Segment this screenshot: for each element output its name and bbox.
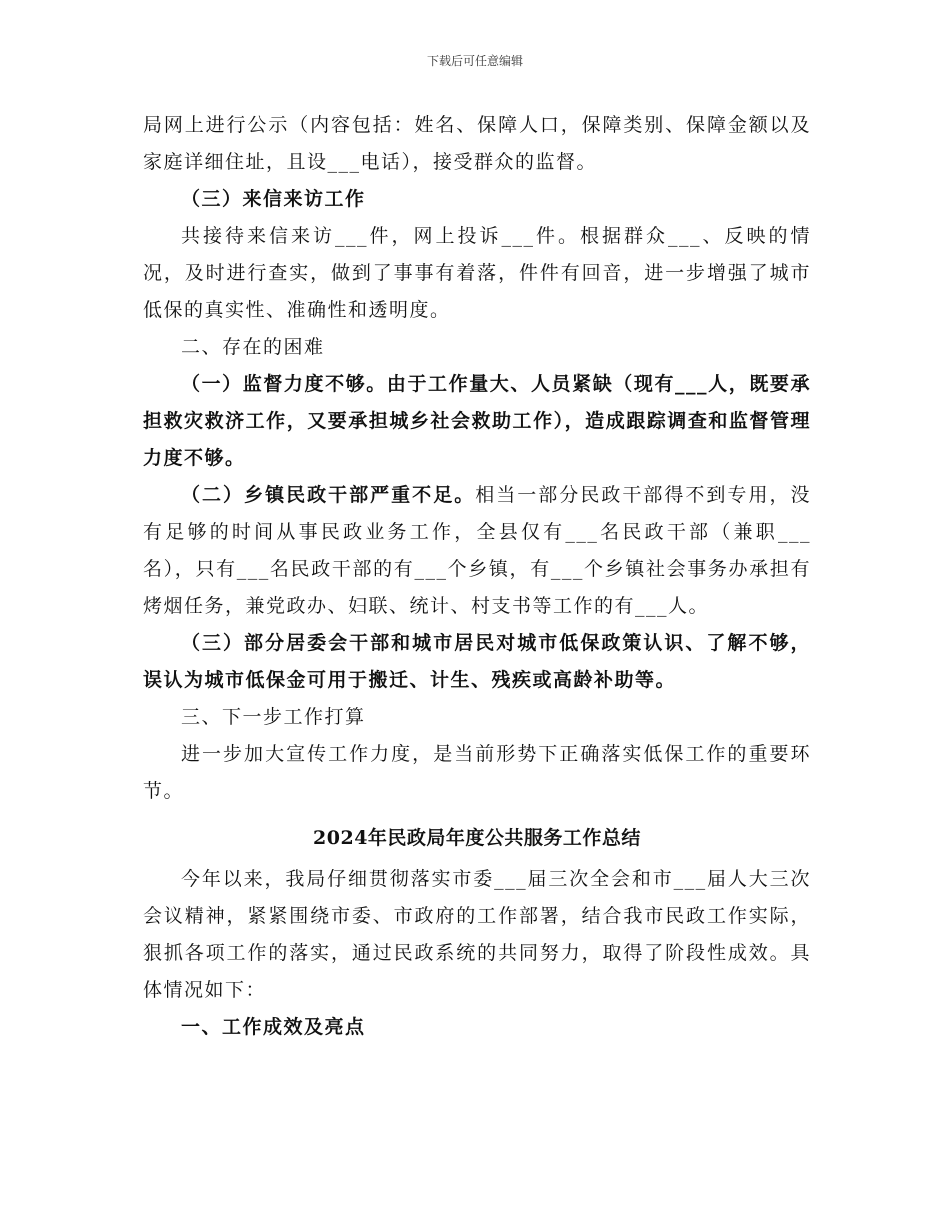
heading-difficulties: 二、存在的困难 [181,336,325,358]
paragraph-intro: 今年以来，我局仔细贯彻落实市委___届三次全会和市___届人大三次会议精神，紧紧围绕市委、市政府的工作部署，结合我市民政工作实际，狠抓各项工作的落实，通过民政系统的共同努力，取得了阶段性成效。具体情况如下： [143,868,811,1001]
township-staff-lead: （二）乡镇民政干部严重不足。 [181,484,476,506]
document-body [143,107,811,1046]
heading-achievements: 一、工作成效及亮点 [181,1016,366,1038]
township-staff-body: 相当一部分民政干部得不到专用，没有足够的时间从事民政业务工作，全县仅有___名民政干部（兼职___名），只有___名民政干部的有___个乡镇，有___个乡镇社会事务办承担有烤烟任务，兼党政办、妇联、统计、村支书等工作的有___人。 [143,484,811,617]
document-title: 2024年民政局年度公共服务工作总结 [313,827,641,849]
paragraph-township-staff [143,477,811,625]
paragraph-supervision: （一）监督力度不够。由于工作量大、人员紧缺（现有___人，既要承担救灾救济工作，又要承担城乡社会救助工作），造成跟踪调查和监督管理力度不够。 [143,373,811,469]
heading-next-steps: 三、下一步工作打算 [181,706,366,728]
heading-letters-visits: （三）来信来访工作 [181,188,366,210]
paragraph-policy-awareness: （三）部分居委会干部和城市居民对城市低保政策认识、了解不够，误认为城市低保金可用于搬迁、计生、残疾或高龄补助等。 [143,632,811,691]
paragraph-publicity: 局网上进行公示（内容包括：姓名、保障人口，保障类别、保障金额以及家庭详细住址，且设___电话），接受群众的监督。 [143,114,811,173]
paragraph-letters-visits: 共接待来信来访___件，网上投诉___件。根据群众___、反映的情况，及时进行查实，做到了事事有着落，件件有回音，进一步增强了城市低保的真实性、准确性和透明度。 [143,225,811,321]
page-header: 下载后可任意编辑 [426,54,523,68]
paragraph-next-steps: 进一步加大宣传工作力度，是当前形势下正确落实低保工作的重要环节。 [143,743,811,802]
